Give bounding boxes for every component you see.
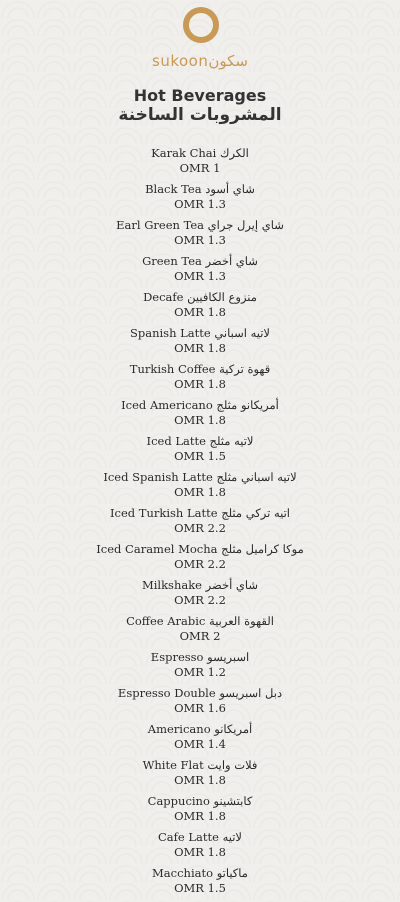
menu-item-price: OMR 1.6 (174, 701, 226, 715)
menu-item-price: OMR 1.8 (174, 809, 226, 823)
brand-wordmark (0, 52, 400, 70)
menu-item-price: OMR 1.8 (174, 341, 226, 355)
menu-item-name: Cappucino كابتشينو (147, 794, 253, 808)
menu-item-name: Espresso Double دبل اسبريسو (117, 686, 283, 700)
menu-item (0, 542, 400, 578)
brand-logo (0, 4, 400, 80)
menu-list (0, 146, 400, 902)
menu-item-price: OMR 1.8 (174, 773, 226, 787)
menu-item (0, 362, 400, 398)
menu-item-price: OMR 1.3 (174, 269, 226, 283)
menu-item-price: OMR 1.2 (174, 665, 226, 679)
menu-item (0, 218, 400, 254)
logo-ring-icon (183, 7, 219, 43)
menu-item-name: Iced Americano أمريكانو مثلج (121, 398, 279, 412)
menu-item-price: OMR 1.5 (174, 449, 226, 463)
menu-item (0, 398, 400, 434)
menu-item-price: OMR 1.8 (174, 377, 226, 391)
menu-item-name: Earl Green Tea شاي إيرل جراي (116, 218, 284, 232)
menu-item-name: Coffee Arabic القهوة العربية (126, 614, 274, 628)
menu-item-price: OMR 1 (179, 161, 221, 175)
menu-item (0, 830, 400, 866)
menu-item (0, 758, 400, 794)
menu-item-name: Karak Chai الكرك (151, 146, 249, 160)
menu-item-name: Milkshake شاي أخضر (141, 578, 259, 592)
menu-item-name: Turkish Coffee قهوة تركية (129, 362, 271, 376)
menu-item (0, 794, 400, 830)
menu-item (0, 578, 400, 614)
menu-item-name: Macchiato ماكياتو (152, 866, 248, 880)
menu-item (0, 290, 400, 326)
menu-item (0, 326, 400, 362)
menu-item-name: Iced Caramel Mocha موكا كراميل مثلج (96, 542, 304, 556)
brand-name-ar: سكون (208, 52, 248, 70)
menu-item-price: OMR 1.8 (174, 845, 226, 859)
menu-item-price: OMR 2.2 (174, 593, 226, 607)
menu-item-name: Spanish Latte لاتيه اسباني (130, 326, 270, 340)
menu-item-name: Green Tea شاي أخضر (142, 254, 258, 268)
menu-item-price: OMR 2.2 (174, 521, 226, 535)
menu-item-name: Americano أمريكانو (147, 722, 253, 736)
menu-item (0, 146, 400, 182)
menu-item-price: OMR 1.8 (174, 413, 226, 427)
menu-item (0, 254, 400, 290)
menu-item (0, 470, 400, 506)
menu-item-name: Decafe منزوع الكافيين (143, 290, 257, 304)
menu-item (0, 182, 400, 218)
menu-item-price: OMR 1.4 (174, 737, 226, 751)
menu-item-price: OMR 1.8 (174, 305, 226, 319)
menu-item-name: Cafe Latte لاتيه (158, 830, 242, 844)
menu-item-price: OMR 1.5 (174, 881, 226, 895)
menu-item-price: OMR 1.3 (174, 197, 226, 211)
section-title-ar: المشروبات الساخنة (118, 105, 282, 125)
menu-item (0, 722, 400, 758)
menu-item-price: OMR 2.2 (174, 557, 226, 571)
menu-item-name: Espresso اسبريسو (150, 650, 250, 664)
menu-item-name: Iced Latte لاتيه مثلج (146, 434, 254, 448)
menu-item-name: Iced Turkish Latte اتيه تركي مثلج (110, 506, 290, 520)
menu-item-price: OMR 1.3 (174, 233, 226, 247)
menu-item-name: Iced Spanish Latte لاتيه اسباني مثلج (103, 470, 297, 484)
menu-item (0, 866, 400, 902)
menu-item (0, 506, 400, 542)
menu-item (0, 650, 400, 686)
brand-name-en: sukoon (152, 52, 209, 70)
menu-item-price: OMR 2 (179, 629, 221, 643)
menu-item-name: White Flat فلات وايت (142, 758, 258, 772)
menu-item (0, 434, 400, 470)
section-title-en: Hot Beverages (133, 86, 267, 105)
menu-item (0, 614, 400, 650)
menu-item (0, 686, 400, 722)
menu-item-name: Black Tea شاي أسود (145, 182, 255, 196)
menu-item-price: OMR 1.8 (174, 485, 226, 499)
